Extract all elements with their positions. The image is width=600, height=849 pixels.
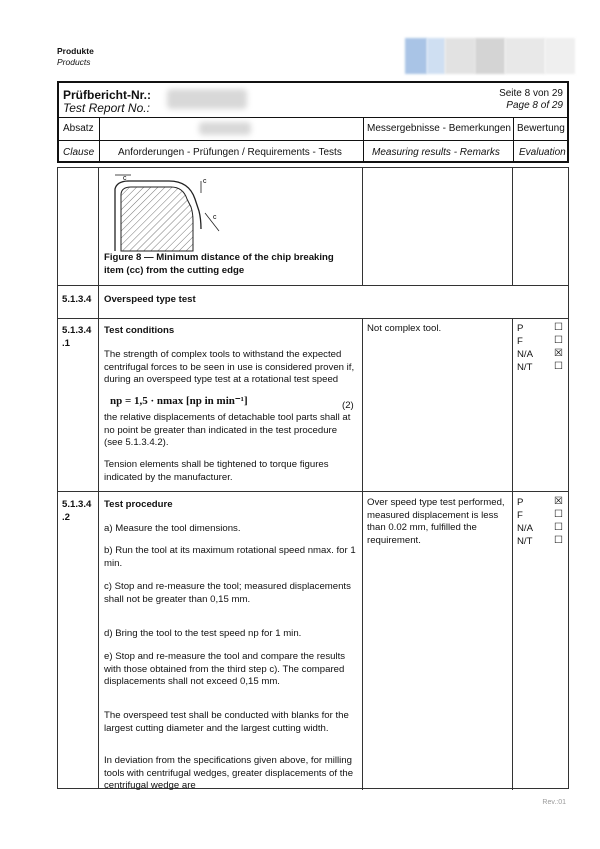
col-results-de: Messergebnisse - Bemerkungen — [367, 123, 511, 134]
eval-label-f: F — [517, 510, 523, 521]
clause-5-1-3-4-1: 5.1.3.4 .1 — [62, 325, 92, 349]
procedure-step-d: d) Bring the tool to the test speed np for 1 min. — [104, 628, 302, 639]
clause-5-1-3-4: 5.1.3.4 — [62, 294, 92, 305]
result-test-conditions: Not complex tool. — [367, 323, 442, 334]
col-eval-de: Bewertung — [517, 123, 565, 134]
brand-name: Produkte — [57, 46, 94, 56]
displacement-text: the relative displacements of detachable tool parts shall at no point be greater than indicated in the test procedure (see 5.1.3.4.2). — [104, 412, 351, 448]
test-conditions-text: The strength of complex tools to withstand the expected centrifugal forces to be seen in use is considered proven if, during an overspeed type test at a rotational test speed — [104, 349, 355, 385]
procedure-blanks-text: The overspeed test shall be conducted with blanks for the largest cutting diameter and the largest cutting width. — [104, 710, 349, 734]
col-clause-en: Clause — [63, 147, 95, 158]
eval-label-p: P — [517, 497, 524, 508]
eval-label-nt: N/T — [517, 362, 533, 373]
redacted-title — [199, 122, 251, 135]
procedure-step-e: e) Stop and re-measure the tool and compare the results with those obtained from the third step c). The compared displacements shall not exceed 0,15 mm. — [104, 651, 346, 687]
col-clause-de: Absatz — [63, 123, 94, 134]
revision-label: Rev.:01 — [542, 799, 566, 806]
chip-breaker-figure — [101, 173, 231, 253]
figure-label-cc: c — [123, 175, 127, 182]
eval-label-f: F — [517, 336, 523, 347]
checkbox-fail[interactable]: ☐ — [554, 509, 563, 520]
brand-name-en: Products — [57, 57, 91, 67]
page-number: Seite 8 von 29 — [499, 88, 563, 99]
col-results-en: Measuring results - Remarks — [372, 147, 500, 158]
tension-elements-text: Tension elements shall be tightened to torque figures indicated by the manufacturer. — [104, 459, 329, 483]
procedure-step-a: a) Measure the tool dimensions. — [104, 523, 241, 534]
figure-caption: Figure 8 — Minimum distance of the chip breaking item (cc) from the cutting edge — [104, 252, 334, 276]
checkbox-na[interactable]: ☐ — [554, 522, 563, 533]
eval-label-nt: N/T — [517, 536, 533, 547]
col-eval-en: Evaluation — [519, 147, 566, 158]
checkbox-nt[interactable]: ☐ — [554, 535, 563, 546]
section-title-test-procedure: Test procedure — [104, 499, 173, 510]
svg-text:c: c — [203, 178, 207, 185]
section-title-test-conditions: Test conditions — [104, 325, 175, 336]
eval-label-p: P — [517, 323, 524, 334]
equation-number: (2) — [342, 400, 354, 411]
report-number-label-en: Test Report No.: — [63, 101, 150, 115]
svg-text:c: c — [213, 214, 217, 221]
checkbox-nt[interactable]: ☐ — [554, 361, 563, 372]
checkbox-na[interactable]: ☒ — [554, 348, 563, 359]
clause-5-1-3-4-2: 5.1.3.4 .2 — [62, 499, 92, 523]
company-logo — [405, 38, 575, 74]
redacted-report-number — [167, 89, 247, 109]
procedure-step-b: b) Run the tool at its maximum rotational speed nmax. for 1 min. — [104, 545, 356, 569]
eval-label-na: N/A — [517, 349, 533, 360]
col-requirements: Anforderungen - Prüfungen / Requirements - Tests — [118, 147, 342, 158]
section-title-overspeed: Overspeed type test — [104, 294, 196, 305]
report-number-label: Prüfbericht-Nr.: — [63, 88, 152, 102]
procedure-deviation-text: In deviation from the specifications given above, for milling tools with centrifugal wedges, greater displacements of the centrifugal wedge are — [104, 755, 354, 791]
overspeed-formula: np = 1,5 · nmax [np in min⁻¹] — [110, 395, 248, 407]
eval-label-na: N/A — [517, 523, 533, 534]
report-header — [57, 81, 569, 163]
result-test-procedure: Over speed type test performed, measured displacement is less than 0.02 mm, fulfilled the requirement. — [367, 497, 505, 546]
page-number-en: Page 8 of 29 — [506, 100, 563, 111]
procedure-step-c: c) Stop and re-measure the tool; measured displacements shall not be greater than 0,15 mm. — [104, 581, 351, 605]
checkbox-fail[interactable]: ☐ — [554, 335, 563, 346]
checkbox-pass[interactable]: ☒ — [554, 496, 563, 507]
test-table — [57, 167, 569, 789]
checkbox-pass[interactable]: ☐ — [554, 322, 563, 333]
